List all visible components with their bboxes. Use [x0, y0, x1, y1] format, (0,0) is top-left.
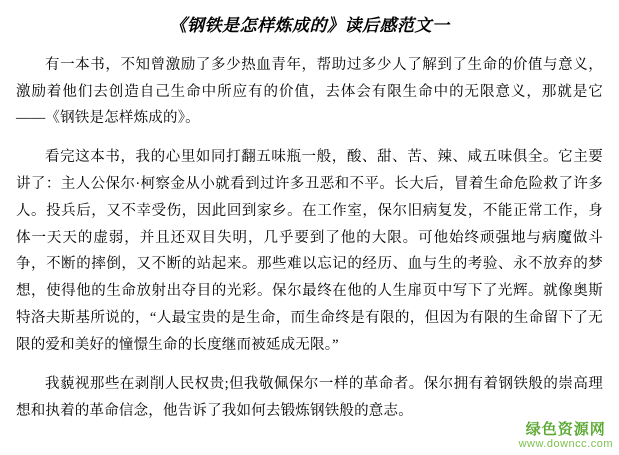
paragraph: 看完这本书，我的心里如同打翻五味瓶一般，酸、甜、苦、辣、咸五味俱全。它主要讲了：主人公保尔·柯察金从小就看到过许多丑恶和不平。长大后，冒着生命危险救了许多人。投兵后，又不幸受伤，因此回到家乡。在工作室，保尔旧病复发，不能正常工作，身体一天天的虚弱，并且还双目失明，几乎要到了他的大限。可他始终顽强地与病魔做斗争，不断的摔倒，又不断的站起来。那些难以忘记的经历、血与生的考验、永不放弃的梦想，使得他的生命放射出夺目的光彩。保尔最终在他的人生扉页中写下了光辉。就像奥斯特洛夫斯基所说的，“人最宝贵的是生命，而生命终是有限的，但因为有限的生命留下了无限的爱和美好的憧憬生命的长度继而被延成无限。”: [16, 149, 603, 353]
watermark: [519, 421, 613, 451]
paragraph: 有一本书，不知曾激励了多少热血青年，帮助过多少人了解到了生命的价值与意义，激励着他们去创造自己生命中所应有的价值，去体会有限生命中的无限意义，那就是它——《钢铁是怎样炼成的》。: [16, 56, 603, 127]
watermark-site-url: www.downcc.com: [518, 438, 613, 451]
watermark-site-name: 绿色资源网: [525, 421, 606, 439]
paragraph: 我藐视那些在剥削人民权贵;但我敬佩保尔一样的革命者。保尔拥有着钢铁般的崇高理想和执着的革命信念，他告诉了我如何去锻炼钢铁般的意志。: [16, 375, 603, 419]
page-title: 《钢铁是怎样炼成的》读后感范文一: [169, 16, 450, 35]
